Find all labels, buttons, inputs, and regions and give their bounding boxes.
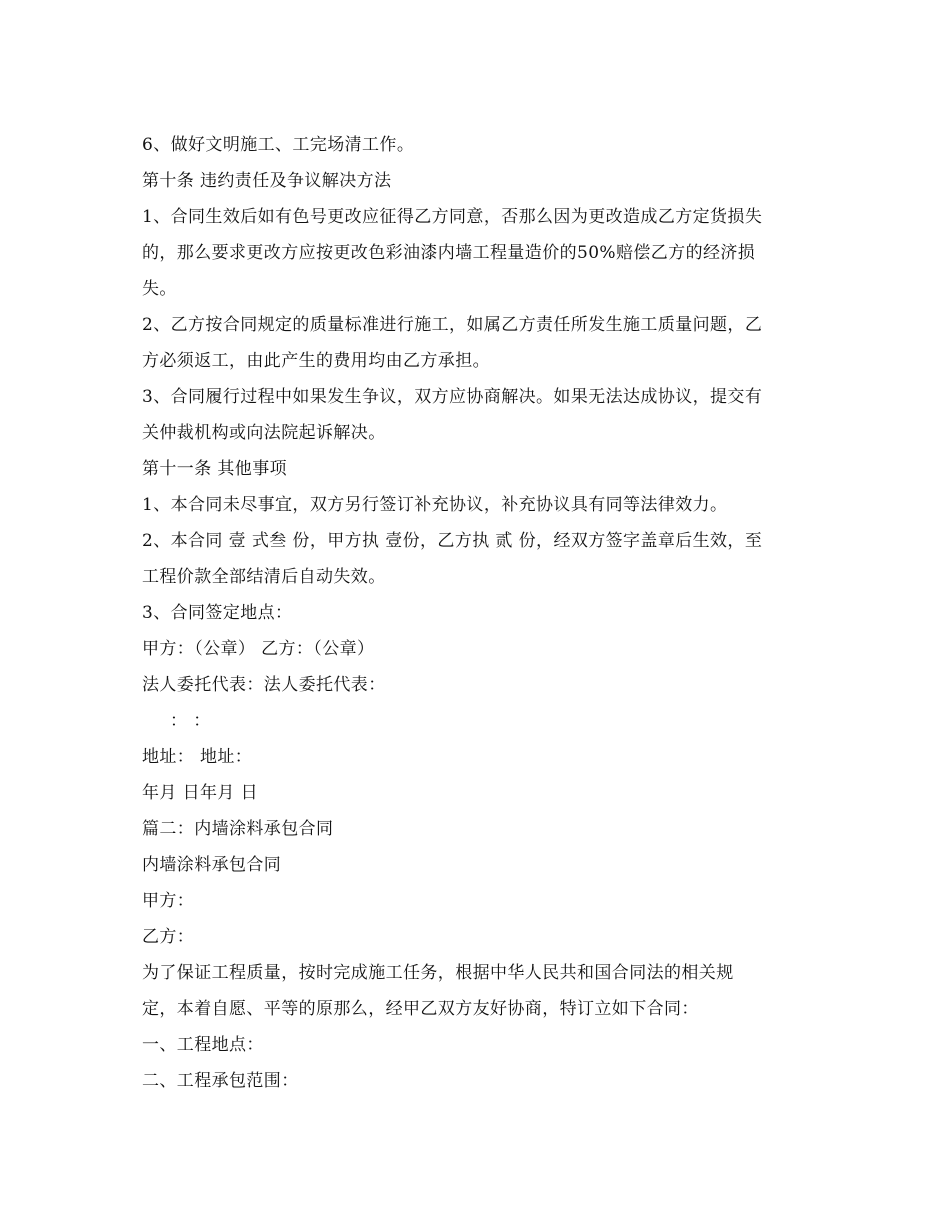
text-line: 为了保证工程质量，按时完成施工任务，根据中华人民共和国合同法的相关规 xyxy=(142,963,734,983)
text-line: 定，本着自愿、平等的原那么，经甲乙双方友好协商，特订立如下合同： xyxy=(142,999,699,1019)
text-line: 方必须返工，由此产生的费用均由乙方承担。 xyxy=(142,351,490,371)
clause-heading: 一、工程地点： xyxy=(142,1035,264,1055)
signature-blank-line: ： ： xyxy=(170,711,211,731)
text-line: 关仲裁机构或向法院起诉解决。 xyxy=(142,423,386,443)
chapter-heading: 篇二：内墙涂料承包合同 xyxy=(142,819,334,839)
party-b-line: 乙方： xyxy=(142,927,195,947)
section-heading: 第十一条 其他事项 xyxy=(142,459,288,479)
text-line: 2、本合同 壹 式叁 份，甲方执 壹份，乙方执 贰 份，经双方签字盖章后生效，至 xyxy=(142,531,763,551)
text-line: 工程价款全部结清后自动失效。 xyxy=(142,567,386,587)
signature-date-line: 年月 日年月 日 xyxy=(142,783,259,803)
party-a-line: 甲方： xyxy=(142,891,195,911)
text-line: 3、合同签定地点： xyxy=(142,603,293,623)
clause-heading: 二、工程承包范围： xyxy=(142,1071,299,1091)
text-line: 1、合同生效后如有色号更改应征得乙方同意，否那么因为更改造成乙方定货损失 xyxy=(142,207,763,227)
signature-party-line: 甲方：（公章） 乙方：（公章） xyxy=(142,639,375,659)
text-line: 6、做好文明施工、工完场清工作。 xyxy=(142,135,415,155)
text-line: 失。 xyxy=(142,279,177,299)
signature-address-line: 地址： 地址： xyxy=(142,747,253,767)
section-heading: 第十条 违约责任及争议解决方法 xyxy=(142,171,392,191)
contract-title: 内墙涂料承包合同 xyxy=(142,855,282,875)
document-body xyxy=(142,127,812,1099)
text-line: 1、本合同未尽事宜，双方另行签订补充协议，补充协议具有同等法律效力。 xyxy=(142,495,728,515)
signature-representative-line: 法人委托代表：法人委托代表： xyxy=(142,675,386,695)
text-line: 3、合同履行过程中如果发生争议，双方应协商解决。如果无法达成协议，提交有 xyxy=(142,387,763,407)
text-line: 2、乙方按合同规定的质量标准进行施工，如属乙方责任所发生施工质量问题，乙 xyxy=(142,315,763,335)
text-line: 的，那么要求更改方应按更改色彩油漆内墙工程量造价的50%赔偿乙方的经济损 xyxy=(142,243,756,263)
